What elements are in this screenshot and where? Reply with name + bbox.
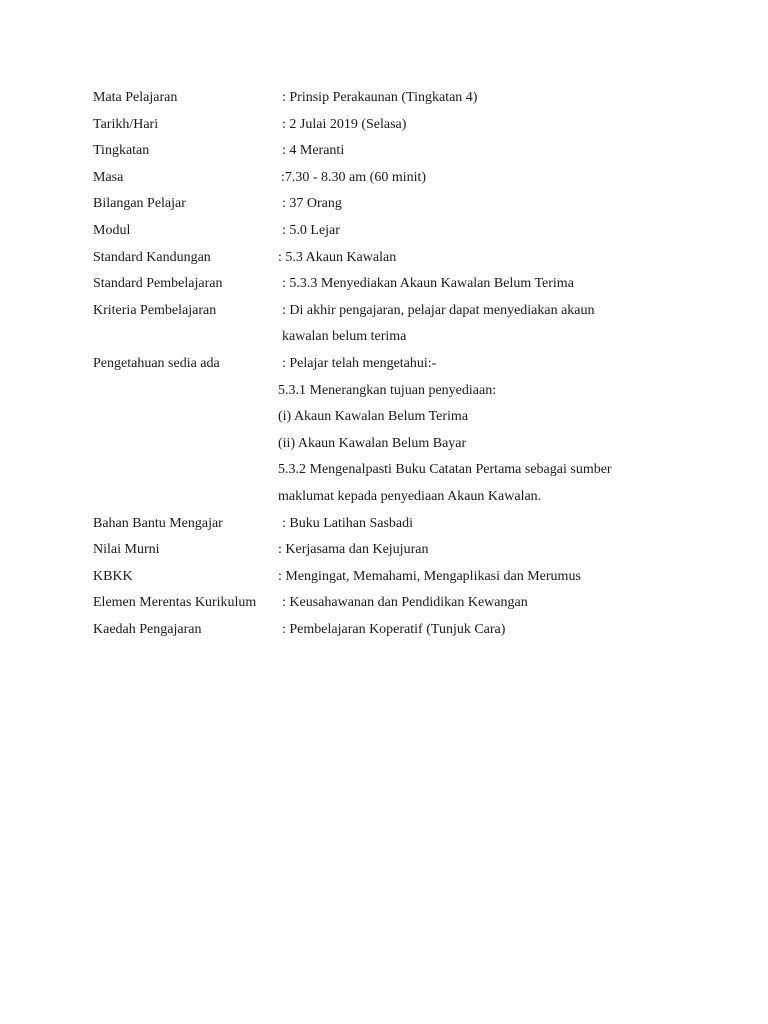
field-row-bilangan-pelajar: [93, 191, 693, 218]
field-label: Pengetahuan sedia ada: [93, 355, 220, 371]
field-label: Nilai Murni: [93, 542, 160, 558]
field-row-continuation: [93, 431, 693, 458]
field-value: : Prinsip Perakaunan (Tingkatan 4): [282, 90, 478, 105]
field-label: Kaedah Pengajaran: [93, 621, 202, 637]
field-label: Bahan Bantu Mengajar: [93, 515, 223, 531]
field-value: :7.30 - 8.30 am (60 minit): [281, 169, 427, 185]
field-row-pengetahuan-sedia-ada: [93, 351, 693, 378]
field-value: 5.3.1 Menerangkan tujuan penyediaan:: [278, 382, 497, 398]
field-label: Bilangan Pelajar: [93, 196, 186, 212]
field-label: Tingkatan: [93, 143, 150, 159]
field-value: : 4 Meranti: [282, 143, 345, 159]
field-row-continuation: [93, 484, 693, 511]
field-value: : 2 Julai 2019 (Selasa): [282, 116, 407, 132]
field-row-nilai-murni: [93, 537, 693, 564]
field-value: : Mengingat, Memahami, Mengaplikasi dan Merumus: [278, 568, 581, 584]
field-row-elemen-merentas-kurikulum: [93, 590, 693, 617]
field-label: Elemen Merentas Kurikulum: [93, 595, 257, 611]
field-value: : Kerjasama dan Kejujuran: [278, 542, 429, 558]
field-value: : 5.3 Akaun Kawalan: [278, 249, 397, 265]
field-label: Standard Pembelajaran: [93, 276, 223, 292]
field-label: Mata Pelajaran: [93, 90, 178, 105]
field-row-standard-pembelajaran: [93, 271, 693, 298]
lesson-plan-field-list: [93, 85, 693, 643]
field-row-bahan-bantu-mengajar: [93, 511, 693, 538]
field-value: : 5.3.3 Menyediakan Akaun Kawalan Belum Terima: [282, 276, 574, 292]
field-row-continuation: [93, 457, 693, 484]
field-value: kawalan belum terima: [282, 329, 407, 345]
field-row-standard-kandungan: [93, 245, 693, 272]
field-row-mata-pelajaran: [93, 85, 693, 112]
field-label: Tarikh/Hari: [93, 116, 159, 132]
field-value: : 37 Orang: [282, 196, 342, 212]
field-label: KBKK: [93, 568, 133, 584]
field-row-modul: [93, 218, 693, 245]
field-label: Masa: [93, 169, 124, 185]
field-row-masa: [93, 165, 693, 192]
field-row-continuation: [93, 404, 693, 431]
field-value: : Pembelajaran Koperatif (Tunjuk Cara): [282, 621, 506, 637]
field-value: : Pelajar telah mengetahui:-: [282, 355, 437, 371]
field-row-kriteria-pembelajaran: [93, 298, 693, 325]
field-value: : 5.0 Lejar: [282, 222, 340, 238]
field-row-continuation: [93, 324, 693, 351]
field-row-continuation: [93, 378, 693, 405]
field-row-tarikh-hari: [93, 112, 693, 139]
field-row-kbkk: [93, 564, 693, 591]
field-label: Kriteria Pembelajaran: [93, 302, 217, 318]
field-label: Modul: [93, 222, 131, 238]
field-value: : Buku Latihan Sasbadi: [282, 515, 414, 531]
field-value: : Keusahawanan dan Pendidikan Kewangan: [282, 595, 528, 611]
field-value: (ii) Akaun Kawalan Belum Bayar: [278, 435, 467, 451]
field-label: Standard Kandungan: [93, 249, 211, 265]
field-value: maklumat kepada penyediaan Akaun Kawalan.: [278, 488, 542, 504]
field-value: 5.3.2 Mengenalpasti Buku Catatan Pertama sebagai sumber: [278, 462, 612, 478]
field-row-kaedah-pengajaran: [93, 617, 693, 644]
field-value: : Di akhir pengajaran, pelajar dapat menyediakan akaun: [282, 302, 595, 318]
field-value: (i) Akaun Kawalan Belum Terima: [278, 409, 469, 425]
field-row-tingkatan: [93, 138, 693, 165]
